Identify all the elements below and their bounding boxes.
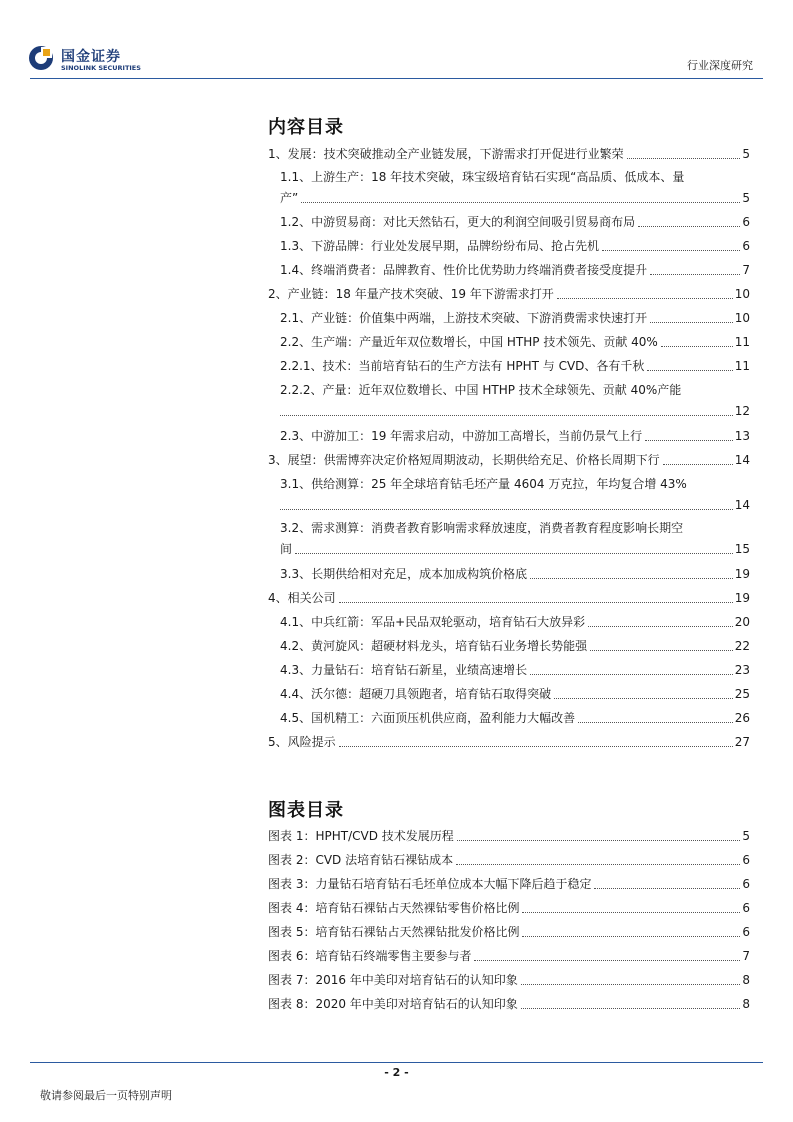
toc-dot-leader <box>627 158 740 159</box>
toc-entry[interactable] <box>268 946 750 966</box>
sinolink-logo-icon <box>28 45 54 71</box>
toc-entry-page: 19 <box>734 567 750 581</box>
toc-entry-page: 8 <box>742 973 750 987</box>
toc-entry[interactable] <box>268 144 750 164</box>
toc-dot-leader <box>663 464 733 465</box>
toc-entry[interactable] <box>268 994 750 1014</box>
toc-dot-leader <box>457 840 740 841</box>
toc-entry-page: 10 <box>734 311 750 325</box>
toc-entry-title: 2、产业链：18 年量产技术突破、19 年下游需求打开 <box>268 287 554 301</box>
toc-entry[interactable] <box>268 874 750 894</box>
toc-dot-leader <box>522 936 740 937</box>
toc-dot-leader <box>588 626 733 627</box>
toc-entry-title: 4、相关公司 <box>268 591 336 605</box>
disclaimer-text: 敬请参阅最后一页特别声明 <box>40 1089 172 1102</box>
toc-entry-title: 图表 6：培育钻石终端零售主要参与者 <box>268 949 472 963</box>
toc-entry-page: 6 <box>742 925 750 939</box>
toc-dot-leader <box>594 888 740 889</box>
toc-entry-title: 2.3、中游加工：19 年需求启动，中游加工高增长，当前仍景气上行 <box>280 429 643 443</box>
toc-entry-page: 15 <box>734 542 750 556</box>
toc-entry-page: 13 <box>734 429 750 443</box>
toc-entry-title: 图表 4：培育钻石裸钻占天然裸钻零售价格比例 <box>268 901 520 915</box>
header-divider <box>30 78 763 79</box>
toc-entry-title: 5、风险提示 <box>268 735 336 749</box>
toc-entry-page: 26 <box>734 711 750 725</box>
contents-title: 内容目录 <box>268 117 344 138</box>
toc-entry[interactable] <box>268 850 750 870</box>
toc-entry-title: 1.4、终端消费者：品牌教育、性价比优势助力终端消费者接受度提升 <box>280 263 648 277</box>
toc-entry-page: 20 <box>734 615 750 629</box>
toc-dot-leader <box>522 912 740 913</box>
toc-entry-page: 19 <box>734 591 750 605</box>
toc-entry-page: 14 <box>734 498 750 512</box>
toc-entry[interactable] <box>268 636 750 656</box>
toc-entry-page: 5 <box>742 147 750 161</box>
toc-entry[interactable] <box>268 308 750 328</box>
toc-entry[interactable] <box>268 284 750 304</box>
toc-entry-title: 2.1、产业链：价值集中两端，上游技术突破、下游消费需求快速打开 <box>280 311 648 325</box>
toc-entry-page: 12 <box>734 404 750 418</box>
toc-entry-title: 3、展望：供需博弈决定价格短周期波动，长期供给充足、价格长周期下行 <box>268 453 660 467</box>
toc-dot-leader <box>557 298 733 299</box>
toc-entry-title: 3.2、需求测算：消费者教育影响需求释放速度，消费者教育程度影响长期空 <box>280 521 684 535</box>
toc-entry[interactable] <box>268 212 750 232</box>
toc-entry[interactable] <box>268 518 750 556</box>
toc-entry-page: 27 <box>734 735 750 749</box>
toc-entry-page: 7 <box>742 949 750 963</box>
toc-entry-page: 11 <box>734 335 750 349</box>
toc-entry-page: 6 <box>742 853 750 867</box>
toc-entry-title: 1.2、中游贸易商：对比天然钻石，更大的利润空间吸引贸易商布局 <box>280 215 636 229</box>
toc-dot-leader <box>339 602 733 603</box>
toc-entry-title: 图表 1：HPHT/CVD 技术发展历程 <box>268 829 454 843</box>
toc-dot-leader <box>647 370 733 371</box>
toc-dot-leader <box>590 650 733 651</box>
toc-entry[interactable] <box>268 612 750 632</box>
toc-dot-leader <box>638 226 740 227</box>
footer-divider <box>30 1062 763 1063</box>
toc-dot-leader <box>456 864 740 865</box>
toc-entry-title: 4.3、力量钻石：培育钻石新星，业绩高速增长 <box>280 663 528 677</box>
toc-entry-title: 4.5、国机精工：六面顶压机供应商，盈利能力大幅改善 <box>280 711 576 725</box>
toc-entry-title: 图表 2：CVD 法培育钻石裸钻成本 <box>268 853 454 867</box>
toc-entry-title-continued: 产” <box>280 191 299 205</box>
toc-entry-page: 6 <box>742 877 750 891</box>
toc-entry[interactable] <box>268 236 750 256</box>
toc-dot-leader <box>645 440 733 441</box>
toc-entry[interactable] <box>268 426 750 446</box>
toc-entry-title: 4.1、中兵红箭：军品+民品双轮驱动，培育钻石大放异彩 <box>280 615 586 629</box>
toc-entry-page: 11 <box>734 359 750 373</box>
toc-dot-leader <box>602 250 740 251</box>
toc-entry-title: 3.1、供给测算：25 年全球培育钻毛坯产量 4604 万克拉，年均复合增 43% <box>280 477 687 491</box>
toc-entry[interactable] <box>268 826 750 846</box>
toc-entry[interactable] <box>268 167 750 205</box>
toc-dot-leader <box>650 274 740 275</box>
toc-dot-leader <box>650 322 733 323</box>
toc-entry-title: 2.2、生产端：产量近年双位数增长，中国 HTHP 技术领先、贡献 40% <box>280 335 658 349</box>
toc-entry-page: 22 <box>734 639 750 653</box>
logo-english-name: SINOLINK SECURITIES <box>61 64 141 72</box>
toc-entry-title: 4.4、沃尔德：超硬刀具领跑者，培育钻石取得突破 <box>280 687 552 701</box>
toc-entry-title: 3.3、长期供给相对充足，成本加成构筑价格底 <box>280 567 528 581</box>
toc-dot-leader <box>521 1008 740 1009</box>
toc-entry[interactable] <box>268 970 750 990</box>
toc-entry[interactable] <box>268 708 750 728</box>
toc-entry-title: 图表 5：培育钻石裸钻占天然裸钻批发价格比例 <box>268 925 520 939</box>
toc-entry-title: 4.2、黄河旋风：超硬材料龙头，培育钻石业务增长势能强 <box>280 639 588 653</box>
toc-entry-page: 25 <box>734 687 750 701</box>
toc-dot-leader <box>339 746 733 747</box>
toc-entry-page: 6 <box>742 215 750 229</box>
toc-dot-leader <box>530 578 733 579</box>
toc-dot-leader <box>661 346 733 347</box>
toc-entry[interactable] <box>268 898 750 918</box>
toc-entry-page: 6 <box>742 901 750 915</box>
toc-entry[interactable] <box>268 588 750 608</box>
toc-entry[interactable] <box>268 564 750 584</box>
toc-entry-page: 8 <box>742 997 750 1011</box>
toc-entry[interactable] <box>268 474 750 512</box>
toc-dot-leader <box>554 698 733 699</box>
toc-entry-title-continued: 间 <box>280 542 293 556</box>
toc-dot-leader <box>280 415 733 416</box>
toc-entry-page: 10 <box>734 287 750 301</box>
toc-entry-title: 1、发展：技术突破推动全产业链发展，下游需求打开促进行业繁荣 <box>268 147 624 161</box>
toc-dot-leader <box>295 553 733 554</box>
toc-entry-page: 5 <box>742 829 750 843</box>
toc-entry-title: 图表 3：力量钻石培育钻石毛坯单位成本大幅下降后趋于稳定 <box>268 877 592 891</box>
figures-title: 图表目录 <box>268 800 344 821</box>
toc-entry-title: 1.1、上游生产：18 年技术突破，珠宝级培育钻石实现“高品质、低成本、量 <box>280 170 685 184</box>
toc-entry-title: 图表 7：2016 年中美印对培育钻石的认知印象 <box>268 973 518 987</box>
toc-entry[interactable] <box>268 450 750 470</box>
toc-dot-leader <box>474 960 740 961</box>
toc-entry[interactable] <box>268 332 750 352</box>
toc-dot-leader <box>280 509 733 510</box>
toc-entry[interactable] <box>268 380 750 418</box>
toc-entry-page: 6 <box>742 239 750 253</box>
toc-entry-page: 5 <box>742 191 750 205</box>
toc-entry[interactable] <box>268 356 750 376</box>
toc-entry[interactable] <box>268 922 750 942</box>
toc-dot-leader <box>301 202 740 203</box>
logo-chinese-name: 国金证券 <box>61 49 121 65</box>
toc-entry[interactable] <box>268 660 750 680</box>
toc-entry-page: 14 <box>734 453 750 467</box>
toc-dot-leader <box>578 722 733 723</box>
toc-entry-title: 1.3、下游品牌：行业处发展早期，品牌纷纷布局、抢占先机 <box>280 239 600 253</box>
toc-entry[interactable] <box>268 260 750 280</box>
toc-dot-leader <box>530 674 733 675</box>
toc-entry[interactable] <box>268 684 750 704</box>
toc-entry-title: 2.2.2、产量：近年双位数增长、中国 HTHP 技术全球领先、贡献 40%产能 <box>280 383 682 397</box>
toc-entry-title: 2.2.1、技术：当前培育钻石的生产方法有 HPHT 与 CVD、各有千秋 <box>280 359 645 373</box>
toc-entry-page: 23 <box>734 663 750 677</box>
toc-entry-page: 7 <box>742 263 750 277</box>
toc-dot-leader <box>521 984 740 985</box>
report-type-label: 行业深度研究 <box>687 59 753 72</box>
toc-entry[interactable] <box>268 732 750 752</box>
page-number: - 2 - <box>384 1066 409 1079</box>
toc-entry-title: 图表 8：2020 年中美印对培育钻石的认知印象 <box>268 997 518 1011</box>
